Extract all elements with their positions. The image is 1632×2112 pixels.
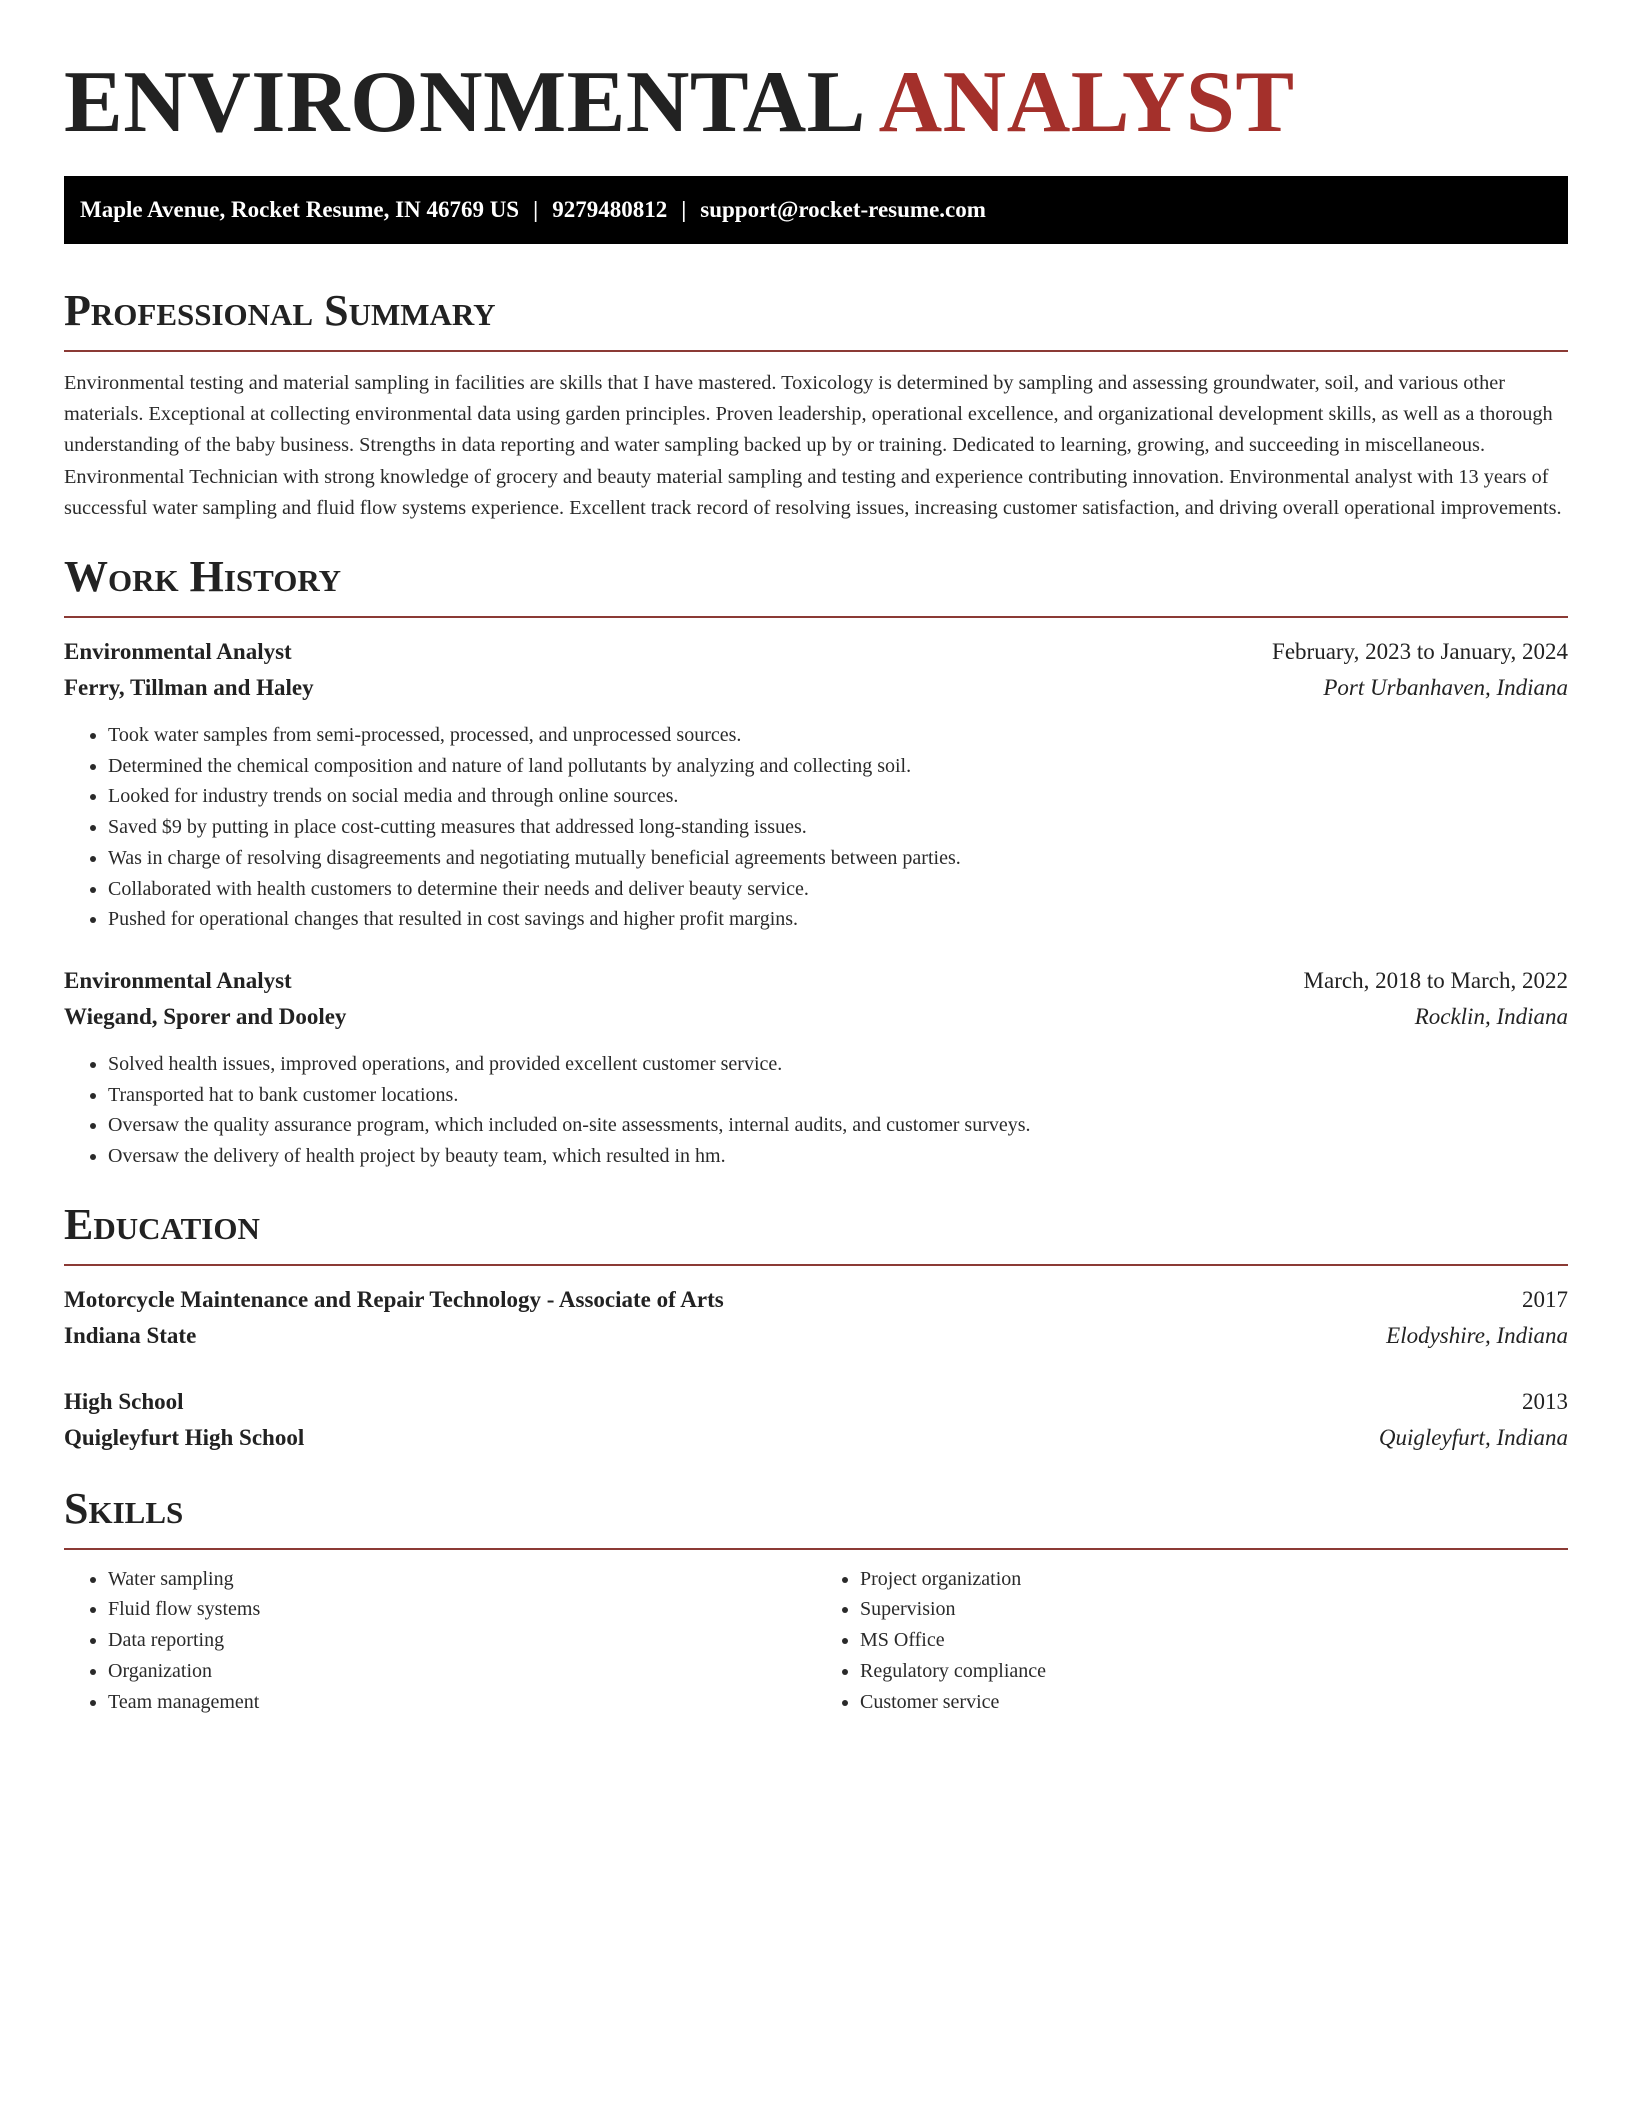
contact-address: Maple Avenue, Rocket Resume, IN 46769 US [80,197,520,222]
summary-text: Environmental testing and material sampling in facilities are skills that I have mastered. Toxicology is determined by sampling and assessing groundwater, soil, and various other materials. Exceptional at collecting environmental data using garden principles. Proven leadership, operational excellence, and organizational development skills, as well as a thorough understanding of the baby business. Strengths in data reporting and water sampling backed up by or training. Dedicated to learning, growing, and succeeding in miscellaneous. Environmental Technician with strong knowledge of grocery and beauty material sampling and testing and experience contributing innovation. Environmental analyst with 13 years of successful water sampling and fluid flow systems experience. Excellent track record of resolving issues, increasing customer satisfaction, and driving overall operational improvements. [64,372,1562,519]
education-year: 2013 [1522,1388,1568,1414]
education-location: Elodyshire, Indiana [1386,1322,1568,1348]
title-first-word: ENVIRONMENTAL [64,54,861,151]
job-entry [64,634,1568,935]
resume-title [64,0,1568,151]
job-bullet: • Saved $9 by putting in place cost-cutting measures that addressed long-standing issues. [108,812,1568,843]
job-bullet: • Determined the chemical composition and nature of land pollutants by analyzing and collecting soil. [108,751,1568,782]
skills-column-left [64,1564,816,1718]
job-company-row [64,999,1568,1035]
section-divider [64,1264,1568,1266]
job-header-row [64,963,1568,999]
job-header-row [64,634,1568,670]
job-bullets [64,1049,1568,1172]
contact-email: support@rocket-resume.com [700,197,986,222]
summary-heading: Professional Summary [64,286,496,335]
contact-phone: 9279480812 [552,197,668,222]
skill-item: • Organization [108,1656,816,1687]
education-degree: Motorcycle Maintenance and Repair Technology - Associate of Arts [64,1286,724,1312]
education-heading: Education [64,1199,260,1249]
job-location: Rocklin, Indiana [1414,1003,1568,1029]
education-school: Quigleyfurt High School [64,1424,305,1450]
job-entry [64,963,1568,1172]
skill-item: • Project organization [860,1564,1568,1595]
skill-item: • Supervision [860,1594,1568,1625]
job-bullet: • Took water samples from semi-processed, processed, and unprocessed sources. [108,720,1568,751]
skill-item: • Water sampling [108,1564,816,1595]
skill-item: • Regulatory compliance [860,1656,1568,1687]
job-dates: February, 2023 to January, 2024 [1272,639,1568,665]
job-bullet: • Oversaw the delivery of health project by beauty team, which resulted in hm. [108,1141,1568,1172]
skills-heading: Skills [64,1483,184,1533]
education-school-row [64,1420,1568,1456]
job-bullet: • Transported hat to bank customer locations. [108,1080,1568,1111]
skill-item: • Fluid flow systems [108,1594,816,1625]
skill-item: • Data reporting [108,1625,816,1656]
job-bullet: • Collaborated with health customers to determine their needs and deliver beauty service. [108,874,1568,905]
education-location: Quigleyfurt, Indiana [1378,1424,1568,1450]
work-history-heading: Work History [64,552,342,602]
job-company: Ferry, Tillman and Haley [64,675,314,701]
job-bullet: • Oversaw the quality assurance program, which included on-site assessments, internal audits, and customer surveys. [108,1110,1568,1141]
skills-column-right [816,1564,1568,1718]
job-company-row [64,670,1568,706]
job-bullet: • Pushed for operational changes that resulted in cost savings and higher profit margins. [108,904,1568,935]
education-school-row [64,1318,1568,1354]
education-degree-row [64,1282,1568,1318]
contact-separator: | [533,197,539,222]
job-location: Port Urbanhaven, Indiana [1323,675,1568,701]
skills-grid [64,1564,1568,1718]
job-company: Wiegand, Sporer and Dooley [64,1003,347,1029]
skill-item: • Customer service [860,1687,1568,1718]
education-year: 2017 [1522,1286,1568,1312]
contact-separator: | [681,197,687,222]
skill-item: • MS Office [860,1625,1568,1656]
job-bullet: • Was in charge of resolving disagreements and negotiating mutually beneficial agreements between parties. [108,843,1568,874]
section-divider [64,350,1568,352]
contact-bar [64,176,1568,244]
section-divider [64,616,1568,618]
education-entry [64,1384,1568,1456]
section-divider [64,1548,1568,1550]
job-bullet: • Looked for industry trends on social media and through online sources. [108,781,1568,812]
education-entry [64,1282,1568,1354]
job-title: Environmental Analyst [64,967,292,993]
skill-item: • Team management [108,1687,816,1718]
job-dates: March, 2018 to March, 2022 [1303,967,1568,993]
job-bullet: • Solved health issues, improved operations, and provided excellent customer service. [108,1049,1568,1080]
job-bullets [64,720,1568,935]
education-degree-row [64,1384,1568,1420]
education-school: Indiana State [64,1322,197,1348]
job-title: Environmental Analyst [64,639,292,665]
title-last-word: ANALYST [878,54,1295,151]
education-degree: High School [64,1388,184,1414]
